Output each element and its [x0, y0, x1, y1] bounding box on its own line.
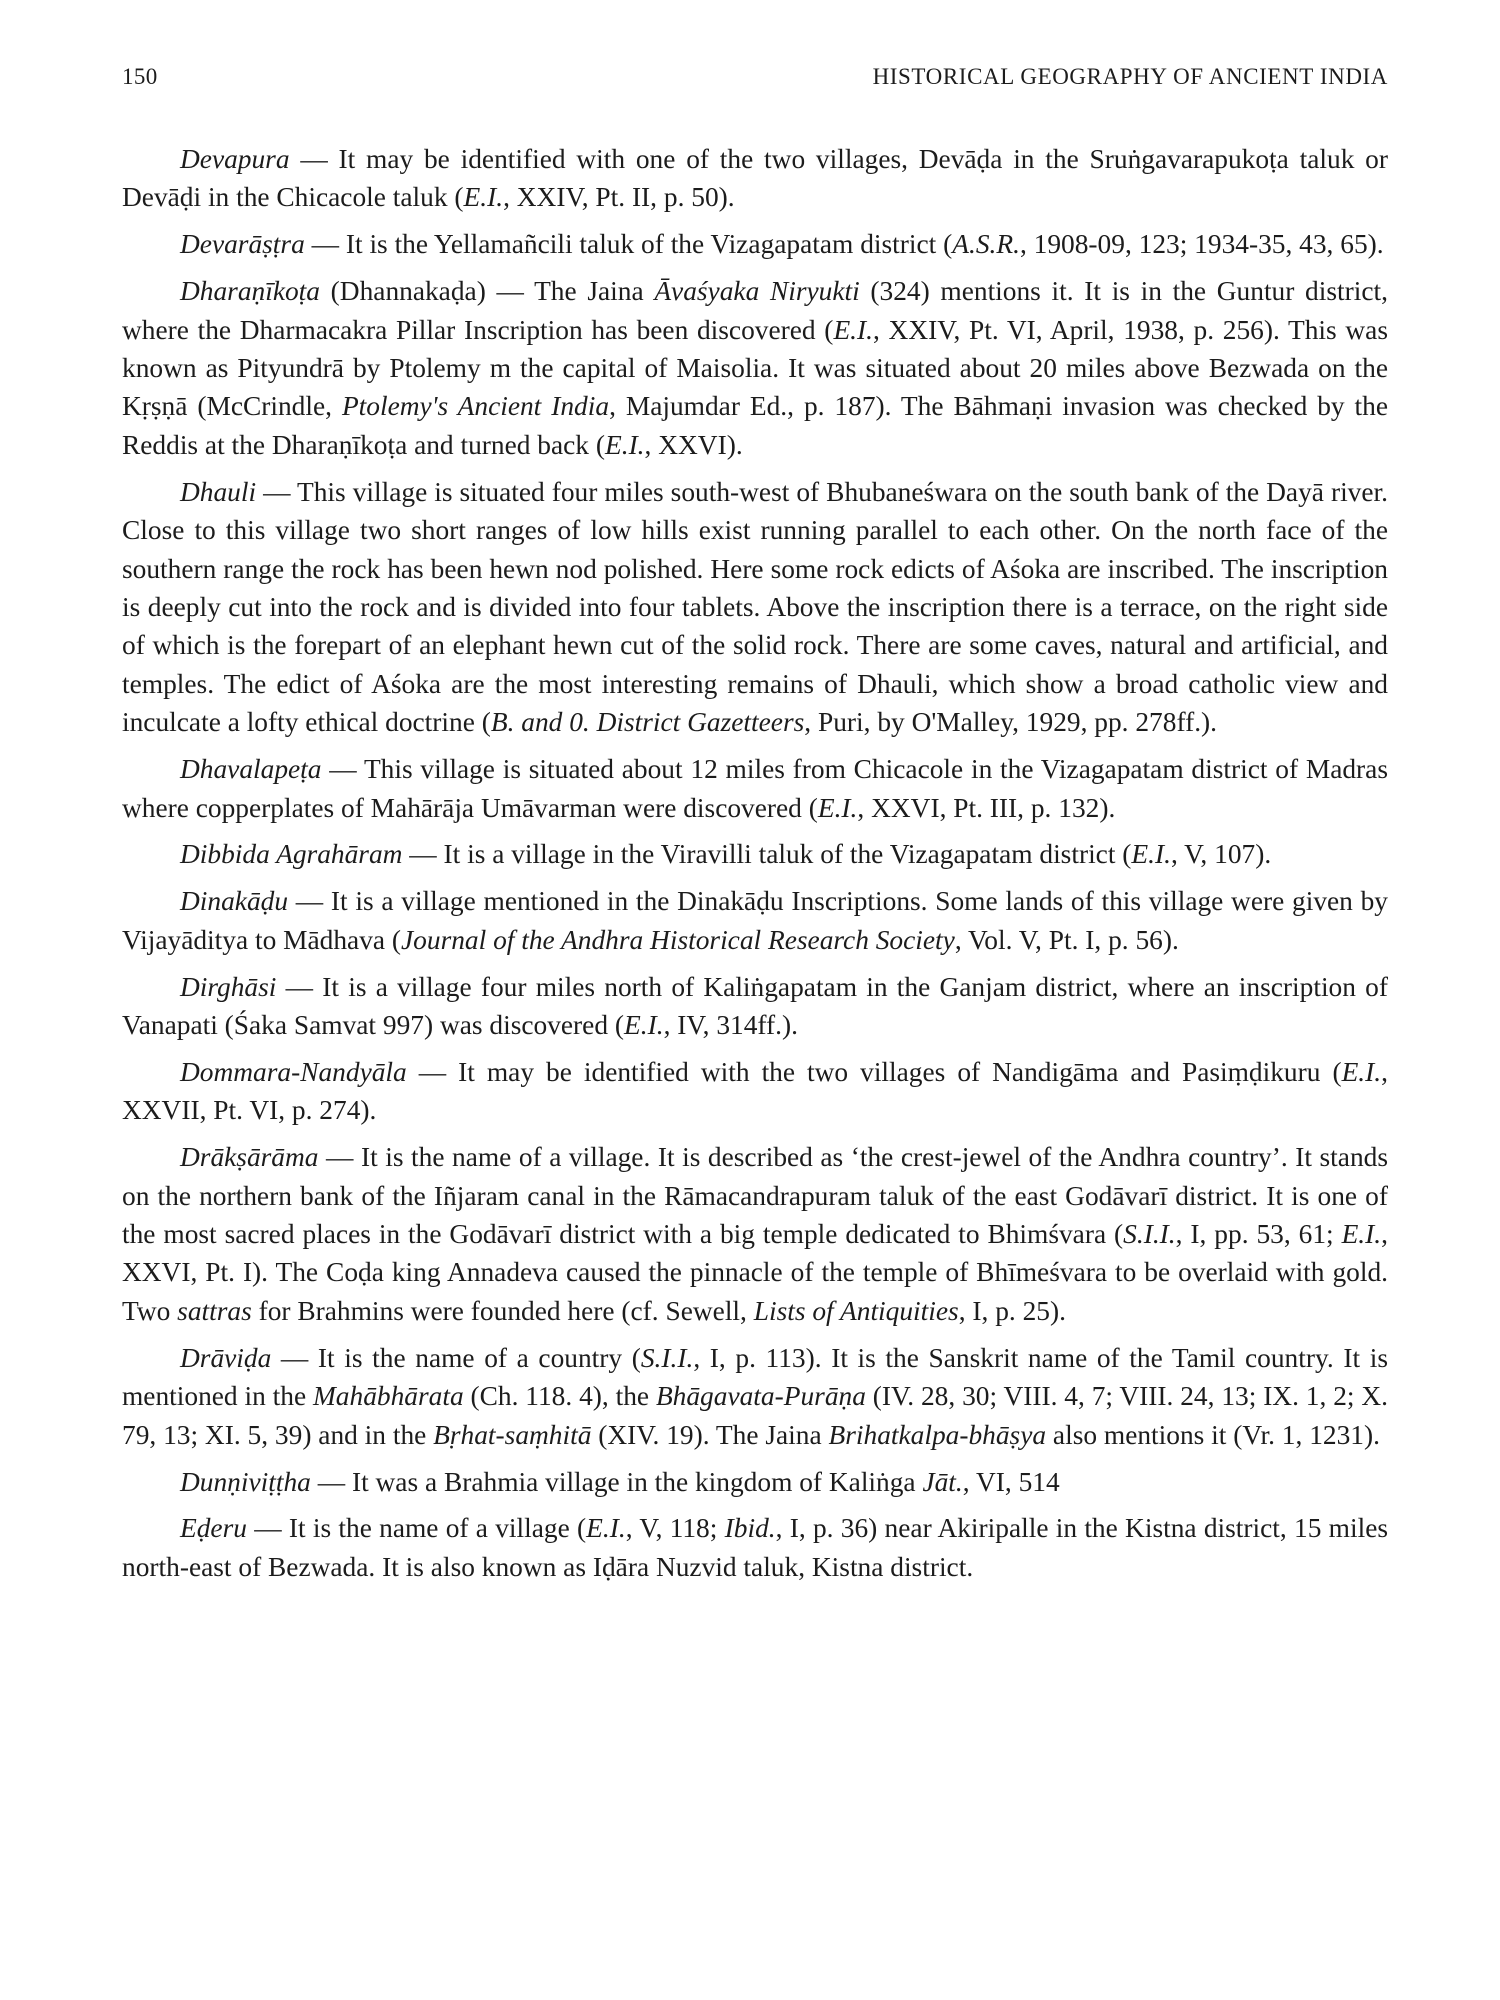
entry-headword: Dinakāḍu — [180, 886, 289, 917]
citation-italic: E.I. — [817, 792, 858, 823]
citation-italic: Bṛhat-saṃhitā — [433, 1419, 592, 1450]
entry-text: , XXVII, Pt. VI, p. 274). — [122, 1056, 1388, 1126]
citation-italic: Lists of Antiquities — [753, 1295, 959, 1326]
citation-italic: Mahābhārata — [312, 1381, 464, 1412]
citation-italic: B. and 0. District Gazetteers — [490, 707, 805, 738]
entry-headword: Drākṣārāma — [180, 1142, 319, 1173]
entry-text: — It is the name of a village. It is described as ‘the crest-jewel of the Andhra country’. It stands on the northern bank of the Iñjaram canal in the Rāmacandrapuram taluk of the east Godāvarī district. It is one of the most sacred places in the Godāvarī district with a big temple dedicated to Bhimśvara ( — [122, 1142, 1388, 1250]
citation-italic: Bhāgavata-Purāṇa — [655, 1381, 866, 1412]
citation-italic: S.I.I. — [640, 1342, 694, 1373]
entry-headword: Eḍeru — [180, 1513, 247, 1544]
entry-text: — It is the Yellamañcili taluk of the Vizagapatam district ( — [304, 229, 953, 260]
entry-text: , Majumdar Ed., p. 187). The Bāhmaṇi invasion was checked by the Reddis at the Dharaṇīkoṭa and turned back ( — [122, 391, 1389, 460]
entry-dhauli — [122, 473, 1388, 742]
entry-text: , XXIV, Pt. VI, April, 1938, p. 256). This was known as Pityundrā by Ptolemy m the capital of Maisolia. It was situated about 20 miles above Bezwada on the Kṛṣṇā (McCrindle, — [122, 314, 1388, 422]
entry-dommara-nandyala — [122, 1053, 1388, 1130]
citation-italic: E.I. — [604, 429, 645, 460]
entry-text: , VI, 514 — [962, 1466, 1060, 1497]
entry-text: — It is a village mentioned in the Dinakāḍu Inscriptions. Some lands of this village were given by Vijayāditya to Mādhava ( — [122, 886, 1388, 955]
citation-italic: Ibid. — [724, 1513, 776, 1544]
entry-text: , I, p. 113). It is the Sanskrit name of the Tamil country. It is mentioned in the — [122, 1342, 1388, 1412]
citation-italic: E.I. — [1341, 1056, 1382, 1087]
entry-headword: Dhavalapeṭa — [180, 754, 322, 785]
entry-dunnivittha — [122, 1463, 1388, 1501]
citation-italic: E.I. — [1131, 839, 1171, 870]
citation-italic: E.I. — [624, 1010, 664, 1041]
entry-text: — It is the name of a country ( — [271, 1342, 641, 1373]
entry-text: , XXVI). — [644, 429, 743, 460]
entry-text: — It may be identified with one of the two villages, Devāḍa in the Sruṅgavarapukoṭa taluk or Devāḍi in the Chicacole taluk ( — [122, 144, 1388, 213]
entry-text: , V, 107). — [1170, 839, 1272, 870]
entry-text: , 1908-09, 123; 1934-35, 43, 65). — [1019, 229, 1384, 260]
entry-text: — It is a village four miles north of Kaliṅgapatam in the Ganjam district, where an inscription of Vanapati (Śaka Samvat 997) was discovered ( — [122, 971, 1388, 1041]
entry-text: (Ch. 118. 4), the — [463, 1381, 656, 1412]
entry-text: — It is a village in the Viravilli taluk of the Vizagapatam district ( — [402, 839, 1132, 870]
entry-text: , IV, 314ff.). — [663, 1010, 798, 1041]
entry-text: also mentions it (Vr. 1, 1231). — [1046, 1419, 1380, 1450]
citation-italic: Ptolemy's Ancient India — [341, 391, 610, 422]
entry-text: , XXVI, Pt. III, p. 132). — [857, 792, 1116, 823]
entry-text: (IV. 28, 30; VIII. 4, 7; VIII. 24, 13; IX. 1, 2; X. 79, 13; XI. 5, 39) and in the — [122, 1381, 1389, 1450]
entry-ederu — [122, 1509, 1388, 1586]
running-head — [122, 64, 1388, 90]
entry-devapura — [122, 140, 1388, 217]
citation-italic: A.S.R. — [952, 229, 1020, 260]
citation-italic: E.I. — [586, 1513, 626, 1544]
entry-headword: Dirghāsi — [180, 971, 277, 1002]
citation-italic: E.I. — [833, 314, 873, 345]
entry-dibbida-agraharam — [122, 835, 1388, 873]
citation-italic: Āvaśyaka Niryukti — [654, 276, 860, 307]
citation-italic: E.I. — [463, 182, 504, 213]
entry-text: (324) mentions it. It is in the Guntur district, where the Dharmacakra Pillar Inscription has been discovered ( — [122, 276, 1388, 345]
entry-text: , I, p. 36) near Akiripalle in the Kistna district, 15 miles north-east of Bezwada. It is also known as Iḍāra Nuzvid taluk, Kistna district. — [122, 1513, 1389, 1582]
entry-dravida — [122, 1339, 1388, 1454]
entry-text: , XXVI, Pt. I). The Coḍa king Annadeva caused the pinnacle of the temple of Bhīmeśvara to be overlaid with gold. Two — [122, 1219, 1388, 1326]
entry-text: — This village is situated four miles south-west of Bhubaneśwara on the south bank of the Dayā river. Close to this village two short ranges of low hills exist running parallel to each other. On the north face of the southern range the rock has been hewn nod polished. Here some rock edicts of Aśoka are inscribed. The inscription is deeply cut into the rock and is divided into four tablets. Above the inscription there is a terrace, on the right side of which is the forepart of an elephant hewn cut of the solid rock. There are some caves, natural and artificial, and temples. The edict of Aśoka are the most interesting remains of Dhauli, which show a broad catholic view and inculcate a lofty ethical doctrine ( — [122, 476, 1388, 738]
citation-italic: Journal of the Andhra Historical Research Society — [401, 924, 955, 955]
entry-headword: Dibbida Agrahāram — [180, 839, 403, 870]
gazetteer-entries — [122, 140, 1388, 1586]
entry-text: (XIV. 19). The Jaina — [591, 1419, 829, 1450]
entry-text: , I, p. 25). — [958, 1295, 1066, 1326]
entry-headword: Devarāṣṭra — [180, 229, 305, 260]
citation-italic: E.I. — [1341, 1219, 1382, 1250]
entry-dirghasi — [122, 968, 1388, 1045]
entry-text: — It may be identified with the two villages of Nandigāma and Pasiṃḍikuru ( — [406, 1056, 1342, 1087]
citation-italic: S.I.I. — [1123, 1219, 1176, 1250]
entry-text: — This village is situated about 12 miles from Chicacole in the Vizagapatam district of Madras where copperplates of Mahārāja Umāvarman were discovered ( — [122, 754, 1388, 823]
entry-headword: Dommara-Nandyāla — [180, 1056, 407, 1087]
citation-italic: Jāt. — [922, 1466, 963, 1497]
entry-headword: Dhauli — [180, 476, 257, 507]
entry-draksharama — [122, 1138, 1388, 1330]
running-title: HISTORICAL GEOGRAPHY OF ANCIENT INDIA — [872, 64, 1388, 89]
entry-text: , I, pp. 53, 61; — [1175, 1219, 1342, 1250]
page-number: 150 — [122, 64, 158, 89]
entry-dhavalapeta — [122, 750, 1388, 827]
entry-text: , V, 118; — [625, 1513, 725, 1544]
citation-italic: Brihatkalpa-bhāṣya — [828, 1419, 1047, 1450]
entry-headword: Devapura — [180, 144, 290, 174]
entry-text: (Dhannakaḍa) — The Jaina — [320, 276, 655, 307]
entry-text: for Brahmins were founded here (cf. Sewell, — [251, 1295, 754, 1326]
entry-text: — It is the name of a village ( — [246, 1513, 587, 1544]
entry-text: , Vol. V, Pt. I, p. 56). — [954, 924, 1179, 955]
entry-text: , XXIV, Pt. II, p. 50). — [503, 182, 735, 213]
entry-dinakadu — [122, 882, 1388, 959]
entry-devarashtra — [122, 225, 1388, 263]
entry-text: — It was a Brahmia village in the kingdom of Kaliṅga — [310, 1466, 923, 1497]
entry-headword: Drāviḍa — [180, 1342, 272, 1373]
entry-headword: Dharaṇīkoṭa — [180, 276, 320, 307]
entry-text: , Puri, by O'Malley, 1929, pp. 278ff.). — [804, 707, 1218, 738]
entry-headword: Dunṇiviṭṭha — [180, 1466, 311, 1497]
entry-dharanikota — [122, 272, 1388, 464]
citation-italic: sattras — [177, 1295, 252, 1326]
